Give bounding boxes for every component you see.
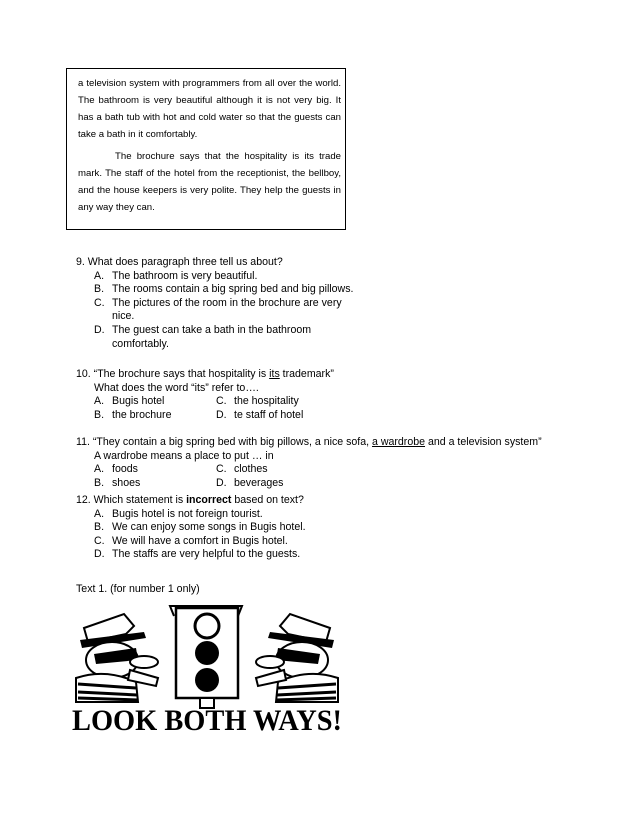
option-b: B. the brochure <box>94 408 172 421</box>
question-substem: A wardrobe means a place to put … in <box>94 449 274 462</box>
text-heading: Text 1. (for number 1 only) <box>76 583 200 595</box>
options-grid <box>76 463 576 490</box>
option-b: B. The rooms contain a big spring bed and big pillows. <box>94 283 354 296</box>
question-stem: 9. What does paragraph three tell us about? <box>76 256 283 268</box>
option-b: B. We can enjoy some songs in Bugis hotel. <box>94 521 306 534</box>
option-c: C. clothes <box>216 463 268 476</box>
reading-passage-box <box>66 68 346 230</box>
question-stem: 10. “The brochure says that hospitality is its trademark” <box>76 368 334 380</box>
option-a: A. Bugis hotel is not foreign tourist. <box>94 507 263 520</box>
question-12 <box>76 494 476 562</box>
passage-paragraph-1: a television system with programmers from all over the world. The bathroom is very beautiful although it is not very big. It has a bath tub with hot and cold water so that the guests can take a bath in it comfortably. <box>78 78 341 140</box>
question-10 <box>76 368 496 422</box>
underlined-word: a wardrobe <box>372 436 426 448</box>
question-stem: 11. “They contain a big spring bed with big pillows, a nice sofa, a wardrobe and a television system” <box>76 436 542 448</box>
question-9 <box>76 256 366 351</box>
option-c: C. We will have a comfort in Bugis hotel. <box>94 534 288 547</box>
option-d: D. beverages <box>216 476 284 489</box>
question-stem: 12. Which statement is incorrect based on text? <box>76 494 304 506</box>
option-a: A. The bathroom is very beautiful. <box>94 269 258 282</box>
option-b: B. shoes <box>94 476 141 489</box>
option-a: A. foods <box>94 463 138 476</box>
illustration-caption: LOOK BOTH WAYS! <box>72 704 342 736</box>
option-d: D. The staffs are very helpful to the guests. <box>94 548 301 561</box>
option-a: A. Bugis hotel <box>94 395 165 408</box>
traffic-light-icon <box>170 606 242 708</box>
option-d: D. The guest can take a bath in the bathroom comfortably. <box>94 323 312 350</box>
underlined-word: its <box>269 368 280 380</box>
question-substem: What does the word “its” refer to…. <box>94 381 259 394</box>
passage-paragraph-2: The brochure says that the hospitality is its trade mark. The staff of the hotel from the receptionist, the bellboy, and the house keepers is very polite. They help the guests in any way they can. <box>78 151 341 213</box>
question-11 <box>76 436 576 490</box>
bold-word: incorrect <box>186 494 232 506</box>
option-c: C. the hospitality <box>216 395 299 408</box>
left-kid-figure <box>76 614 158 702</box>
option-c: C. The pictures of the room in the brochure are very nice. <box>94 296 342 323</box>
option-d: D. te staff of hotel <box>216 408 304 421</box>
look-both-ways-illustration <box>66 598 348 736</box>
right-kid-figure <box>256 614 338 702</box>
options-grid <box>76 395 496 422</box>
